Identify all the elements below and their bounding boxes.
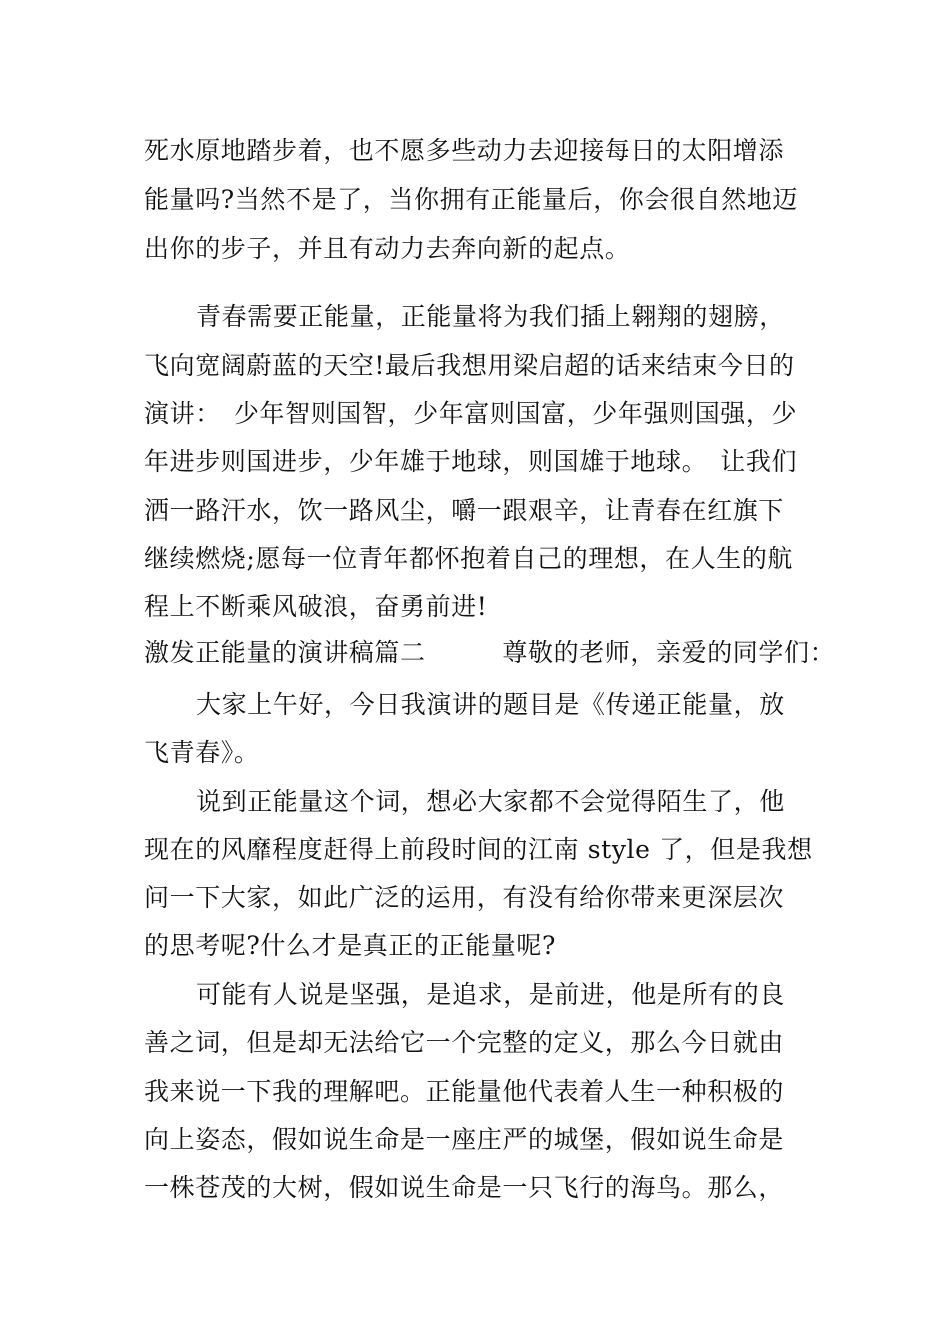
section-heading-line: 激发正能量的演讲稿篇二 尊敬的老师，亲爱的同学们： bbox=[144, 638, 836, 667]
paragraph-start-line: 大家上午好，今日我演讲的题目是《传递正能量，放 bbox=[196, 690, 785, 719]
text-line: 年进步则国进步，少年雄于地球，则国雄于地球。 让我们 bbox=[144, 447, 798, 476]
paragraph-start-line: 可能有人说是坚强，是追求，是前进，他是所有的良 bbox=[196, 980, 785, 1009]
text-line: 继续燃烧;愿每一位青年都怀抱着自己的理想，在人生的航 bbox=[144, 544, 794, 573]
paragraph-start-line: 青春需要正能量，正能量将为我们插上翱翔的翅膀， bbox=[196, 302, 785, 331]
text-line: 能量吗?当然不是了，当你拥有正能量后，你会很自然地迈 bbox=[144, 185, 799, 214]
text-line: 问一下大家，如此广泛的运用，有没有给你带来更深层次 bbox=[144, 883, 785, 912]
text-line: 向上姿态，假如说生命是一座庄严的城堡，假如说生命是 bbox=[144, 1125, 785, 1154]
text-line: 我来说一下我的理解吧。正能量他代表着人生一种积极的 bbox=[144, 1077, 785, 1106]
paragraph-start-line: 说到正能量这个词，想必大家都不会觉得陌生了，他 bbox=[196, 787, 785, 816]
text-line: 飞向宽阔蔚蓝的天空!最后我想用梁启超的话来结束今日的 bbox=[144, 351, 795, 380]
text-line: 演讲： 少年智则国智，少年富则国富，少年强则国强，少 bbox=[144, 399, 798, 428]
text-line: 一株苍茂的大树，假如说生命是一只飞行的海鸟。那么， bbox=[144, 1173, 785, 1202]
text-line: 出你的步子，并且有动力去奔向新的起点。 bbox=[144, 234, 631, 263]
text-line: 的思考呢?什么才是真正的正能量呢? bbox=[144, 931, 557, 960]
text-line: 洒一路汗水，饮一路风尘，嚼一跟艰辛，让青春在红旗下 bbox=[144, 496, 785, 525]
text-line: 程上不断乘风破浪，奋勇前进! bbox=[144, 592, 488, 621]
text-line: 善之词，但是却无法给它一个完整的定义，那么今日就由 bbox=[144, 1028, 785, 1057]
text-line: 飞青春》。 bbox=[144, 738, 260, 767]
text-line: 死水原地踏步着，也不愿多些动力去迎接每日的太阳增添 bbox=[144, 136, 785, 165]
text-line: 现在的风靡程度赶得上前段时间的江南 style 了，但是我想 bbox=[144, 835, 813, 864]
